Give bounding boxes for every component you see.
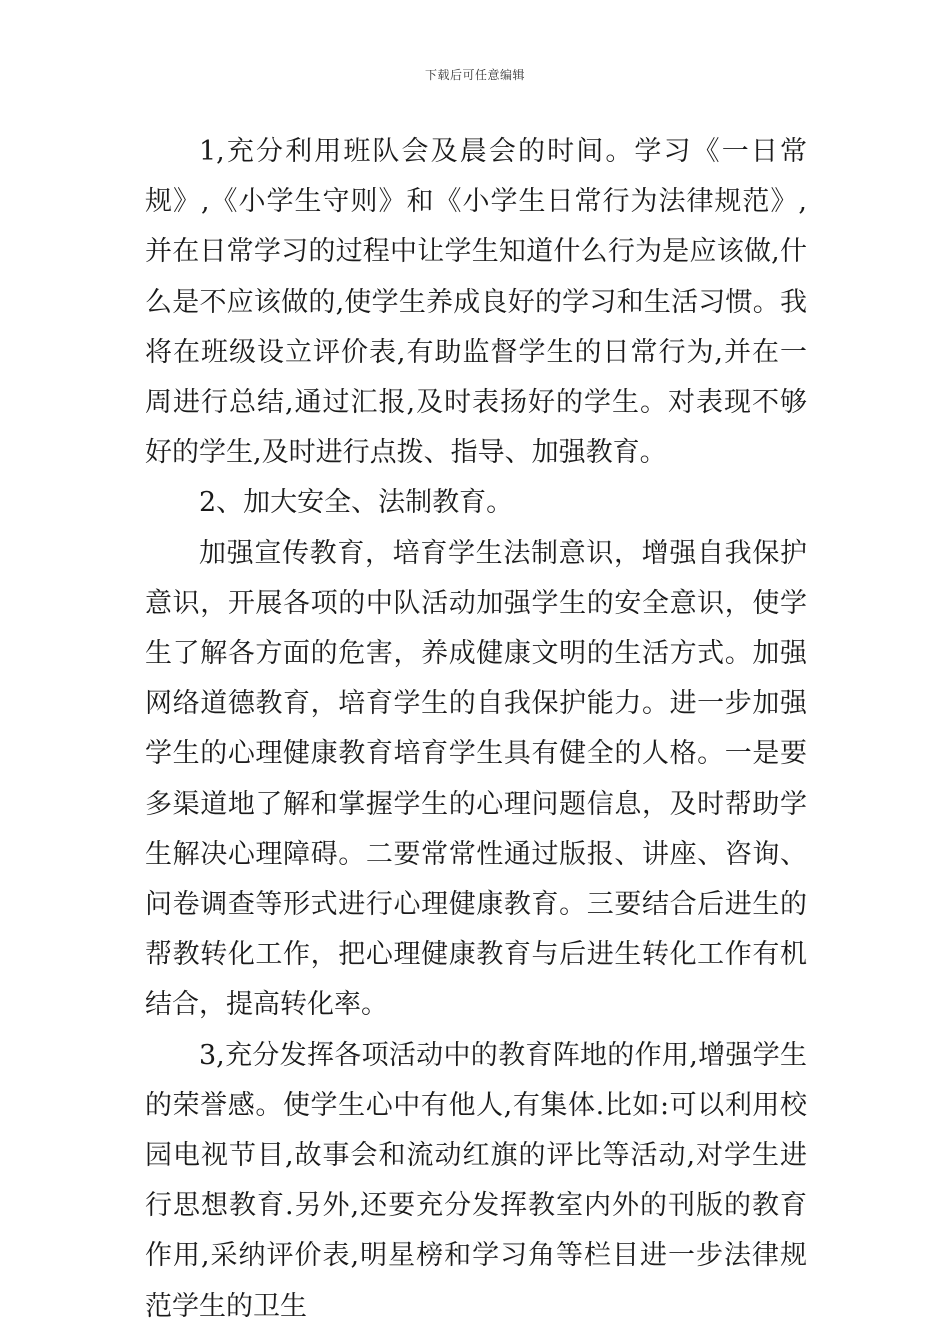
paragraph-3: 加强宣传教育，培育学生法制意识，增强自我保护意识，开展各项的中队活动加强学生的安全意识，使学生了解各方面的危害，养成健康文明的生活方式。加强网络道德教育，培育学生的自我保护能力。进一步加强学生的心理健康教育培育学生具有健全的人格。一是要多渠道地了解和掌握学生的心理问题信息，及时帮助学生解决心理障碍。二要常常性通过版报、讲座、咨询、问卷调查等形式进行心理健康教育。三要结合后进生的帮教转化工作，把心理健康教育与后进生转化工作有机结合，提高转化率。 xyxy=(145,537,807,1021)
paragraph-1: 1,充分利用班队会及晨会的时间。学习《一日常规》,《小学生守则》和《小学生日常行为法律规范》,并在日常学习的过程中让学生知道什么行为是应该做,什么是不应该做的,使学生养成良好的学习和生活习惯。我将在班级设立评价表,有助监督学生的日常行为,并在一周进行总结,通过汇报,及时表扬好的学生。对表现不够好的学生,及时进行点拨、指导、加强教育。 xyxy=(145,136,807,469)
document-body xyxy=(145,127,807,1332)
page-header: 下载后可任意编辑 xyxy=(424,68,525,82)
paragraph-4: 3,充分发挥各项活动中的教育阵地的作用,增强学生的荣誉感。使学生心中有他人,有集体.比如:可以利用校园电视节目,故事会和流动红旗的评比等活动,对学生进行思想教育.另外,还要充分发挥教室内外的刊版的教育作用,采纳评价表,明星榜和学习角等栏目进一步法律规范学生的卫生 xyxy=(145,1039,807,1322)
paragraph-2: 2、加大安全、法制教育。 xyxy=(199,487,514,519)
